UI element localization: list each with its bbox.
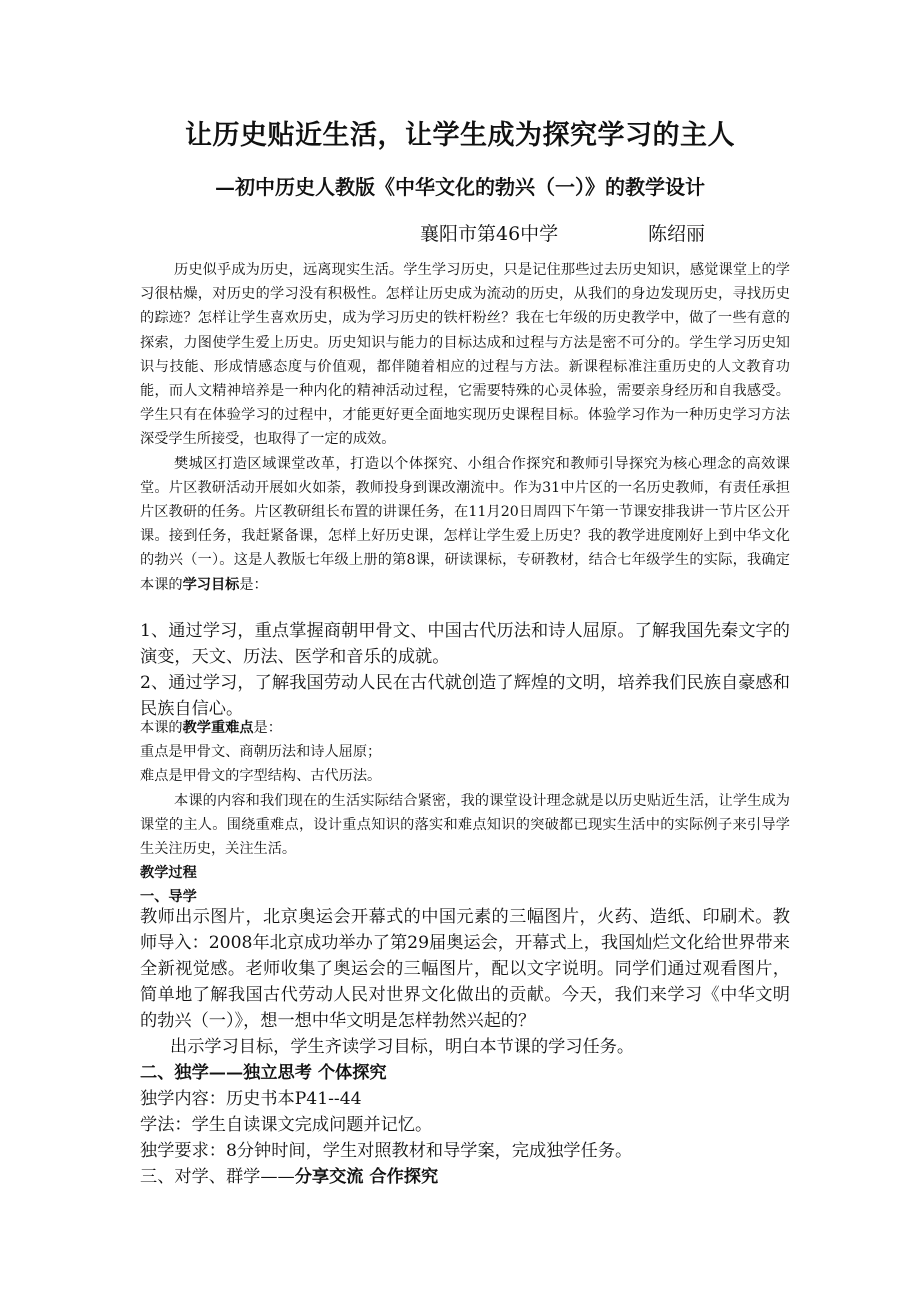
intro-paragraph-2-text: 樊城区打造区域课堂改革，打造以个体探究、小组合作探究和教师引导探究为核心理念的高效课堂。片区教研活动开展如火如荼，教师投身到课改潮流中。作为31中片区的一名历史教师，有责任承担片区教研的任务。片区教研组长布置的讲课任务，在11月20日周四下午第一节课安排我讲一节片区公开课。接到任务，我赶紧备课，怎样上好历史课，怎样让学生爱上历史？我的教学进度刚好上到中华文化的勃兴（一）。这是人教版七年级上册的第8课，研读课标，专研教材，结合七年级学生的实际，我确定本课的 — [140, 455, 790, 593]
learning-goals-term: 学习目标 — [182, 576, 240, 593]
section-2-requirement: 独学要求：8分钟时间，学生对照教材和导学案，完成独学任务。 — [140, 1141, 633, 1161]
goals-section — [140, 618, 790, 722]
document-subtitle: —初中历史人教版《中华文化的勃兴（一）》的教学设计 — [215, 175, 705, 199]
document-title: 让历史贴近生活，让学生成为探究学习的主人 — [185, 120, 735, 151]
section-3-heading — [140, 1164, 790, 1190]
key-difficult-term: 教学重难点 — [182, 720, 254, 736]
focus-section — [140, 716, 790, 910]
author-school: 襄阳市第46中学 — [420, 223, 559, 245]
section-1-heading: 一、导学 — [140, 889, 197, 906]
intro-section — [140, 258, 790, 597]
focus-key-point: 重点是甲骨文、商朝历法和诗人屈原； — [140, 744, 382, 761]
author-line — [420, 220, 705, 248]
focus-lead-text: 本课的 — [140, 720, 183, 736]
author-name: 陈绍丽 — [648, 223, 706, 245]
goal-item-2: 2、通过学习，了解我国劳动人民在古代就创造了辉煌的文明，培养我们民族自豪感和民族自信心。 — [140, 673, 790, 719]
section-2-heading: 二、独学——独立思考 个体探究 — [140, 1063, 387, 1083]
intro-paragraph-2-end: 是： — [239, 576, 268, 593]
focus-lead-end: 是： — [253, 720, 282, 736]
section-3-heading-bold: 分享交流 合作探究 — [294, 1167, 439, 1187]
process-heading: 教学过程 — [140, 865, 197, 882]
section-2-method: 学法：学生自读课文完成问题并记忆。 — [140, 1115, 433, 1135]
section-1-paragraph-1: 教师出示图片，北京奥运会开幕式的中国元素的三幅图片，火药、造纸、印刷术。教师导入：2008年北京成功举办了第29届奥运会，开幕式上，我国灿烂文化给世界带来全新视觉感。老师收集了奥运会的三幅图片，配以文字说明。同学们通过观看图片，简单地了解我国古代劳动人民对世界文化做出的贡献。今天，我们来学习《中华文明的勃兴（一）》，想一想中华文明是怎样勃然兴起的？ — [140, 907, 790, 1031]
intro-paragraph-2 — [140, 452, 790, 597]
section-1-paragraph-2: 出示学习目标，学生齐读学习目标，明白本节课的学习任务。 — [170, 1037, 635, 1057]
intro-paragraph-1: 历史似乎成为历史，远离现实生活。学生学习历史，只是记住那些过去历史知识，感觉课堂上的学习很枯燥，对历史的学习没有积极性。怎样让历史成为流动的历史，从我们的身边发现历史，寻找历史的踪迹？怎样让学生喜欢历史，成为学习历史的铁杆粉丝？我在七年级的历史教学中，做了一些有意的探索，力图使学生爱上历史。历史知识与能力的目标达成和过程与方法是密不可分的。学生学习历史知识与技能、形成情感态度与价值观，都伴随着相应的过程与方法。新课程标准注重历史的人文教育功能，而人文精神培养是一种内化的精神活动过程，它需要特殊的心灵体验，需要亲身经历和自我感受。学生只有在体验学习的过程中，才能更好更全面地实现历史课程目标。体验学习作为一种历史学习方法深受学生所接受，也取得了一定的成效。 — [140, 262, 790, 448]
design-concept-paragraph: 本课的内容和我们现在的生活实际结合紧密，我的课堂设计理念就是以历史贴近生活，让学生成为课堂的主人。围绕重难点，设计重点知识的落实和难点知识的突破都已现实生活中的实际例子来引导学生关注历史，关注生活。 — [140, 792, 790, 858]
focus-difficult-point: 难点是甲骨文的字型结构、古代历法。 — [140, 768, 382, 785]
section-3-heading-lead: 三、对学、群学—— — [140, 1167, 295, 1187]
section-2-content: 独学内容：历史书本P41--44 — [140, 1089, 362, 1109]
focus-lead — [140, 716, 790, 740]
process-section — [140, 904, 790, 1190]
goal-item-1: 1、通过学习，重点掌握商朝甲骨文、中国古代历法和诗人屈原。了解我国先秦文字的演变，天文、历法、医学和音乐的成就。 — [140, 621, 790, 667]
